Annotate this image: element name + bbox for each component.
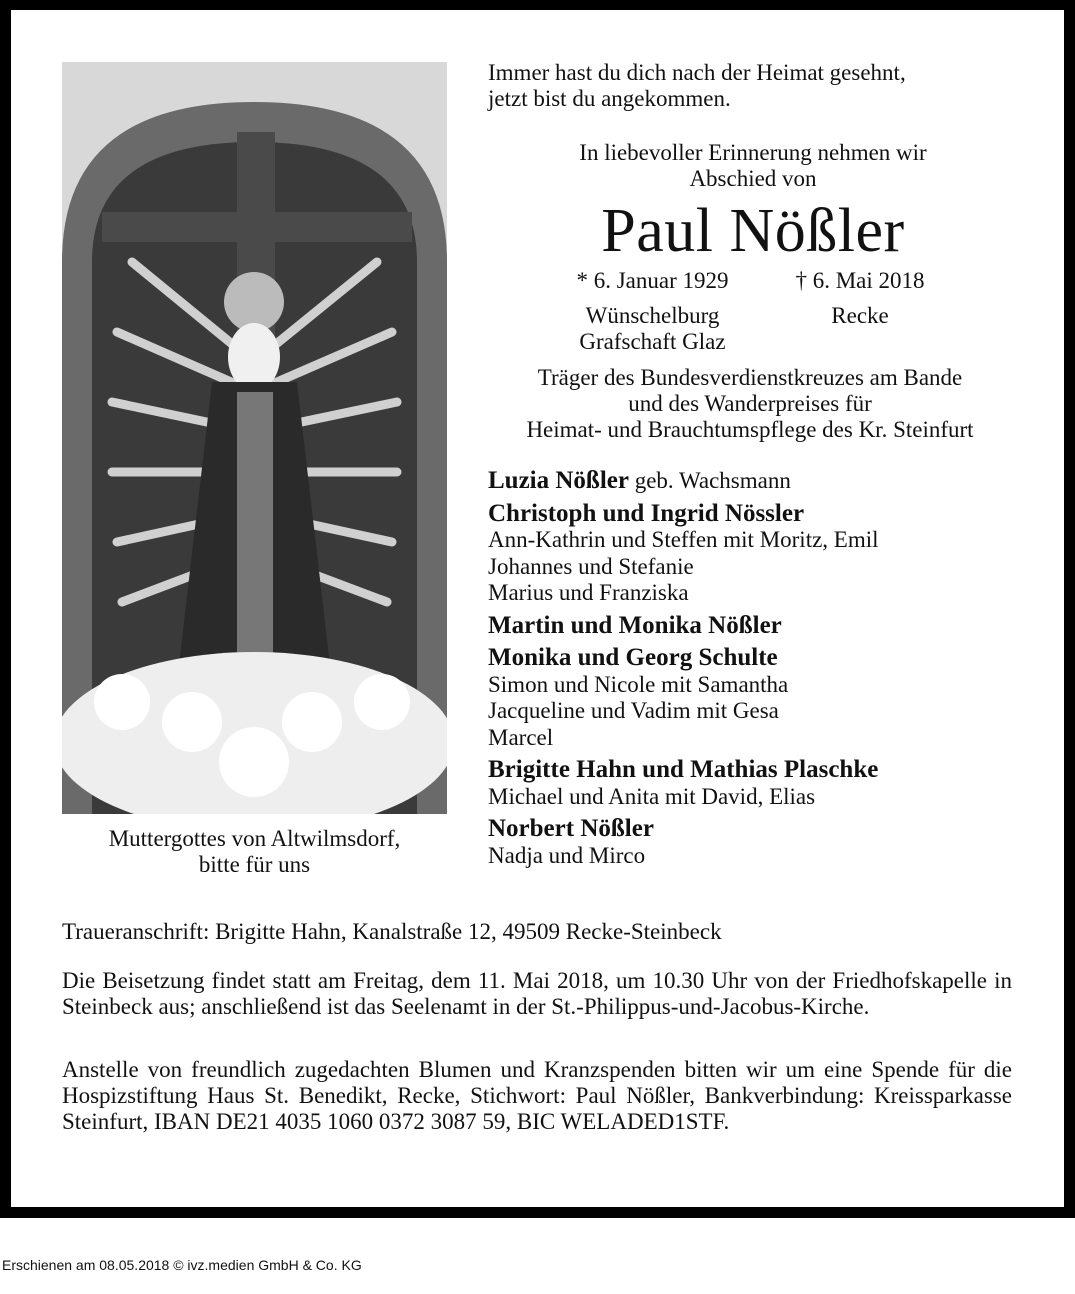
death-place: Recke <box>831 303 889 328</box>
caption-line: bitte für uns <box>198 852 311 877</box>
family-member: Jacqueline und Vadim mit Gesa <box>488 698 779 723</box>
family-suffix: geb. Wachsmann <box>628 468 791 493</box>
family-member: Marius und Franziska <box>488 580 689 605</box>
funeral-notice: Die Beisetzung findet statt am Freitag, dem 11. Mai 2018, um 10.30 Uhr von der Friedhofskapelle in Steinbeck aus; anschließend ist das Seelenamt in der St.-Philippus-und-Jacobus-Kirche. <box>62 968 1012 1019</box>
honors-line: und des Wanderpreises für <box>628 391 872 416</box>
family-member: Marcel <box>488 724 554 750</box>
family-name: Monika und Georg Schulte <box>488 644 778 671</box>
birth-info <box>540 268 765 355</box>
death-date: † 6. Mai 2018 <box>795 268 925 293</box>
family-group <box>488 501 1018 607</box>
birth-region: Grafschaft Glaz <box>579 329 726 354</box>
death-info <box>770 268 950 329</box>
motto-line: Immer hast du dich nach der Heimat gesehnt, <box>488 60 906 85</box>
publication-footer: Erschienen am 08.05.2018 © ivz.medien GmbH & Co. KG <box>2 1257 362 1273</box>
family-member: Johannes und Stefanie <box>488 553 694 579</box>
family-group <box>488 757 1018 810</box>
motto-line: jetzt bist du angekommen. <box>488 86 731 111</box>
madonna-photo <box>62 62 447 814</box>
honors <box>470 365 1030 443</box>
family-name: Luzia Nößler <box>488 467 629 494</box>
intro-line: Abschied von <box>689 166 817 191</box>
family-name: Brigitte Hahn und Mathias Plaschke <box>488 756 879 783</box>
motto <box>488 60 1018 112</box>
birth-place: Wünschelburg <box>585 303 720 328</box>
birth-date: * 6. Januar 1929 <box>576 268 729 293</box>
caption-line: Muttergottes von Altwilmsdorf, <box>108 826 401 851</box>
family-group <box>488 645 1018 751</box>
family-group <box>488 468 1018 495</box>
photo-caption <box>62 826 447 878</box>
family-member: Ann-Kathrin und Steffen mit Moritz, Emil <box>488 527 879 552</box>
family-list <box>488 468 1018 869</box>
family-name: Norbert Nößler <box>488 815 654 842</box>
intro <box>488 140 1018 192</box>
intro-line: In liebevoller Erinnerung nehmen wir <box>579 140 927 165</box>
family-member: Simon und Nicole mit Samantha <box>488 671 789 697</box>
family-name: Martin und Monika Nößler <box>488 611 782 639</box>
deceased-name: Paul Nößler <box>601 197 905 265</box>
family-group <box>488 816 1018 869</box>
family-member: Michael und Anita mit David, Elias <box>488 783 816 809</box>
honors-line: Träger des Bundesverdienstkreuzes am Bande <box>537 365 963 390</box>
honors-line: Heimat- und Brauchtumspflege des Kr. Steinfurt <box>526 417 974 442</box>
donation-notice: Anstelle von freundlich zugedachten Blumen und Kranzspenden bitten wir um eine Spende für die Hospizstiftung Haus St. Benedikt, Recke, Stichwort: Paul Nößler, Bankverbindung: Kreissparkasse Steinfurt, IBAN DE21 4035 1060 0372 3087 59, BIC WELADED1STF. <box>62 1057 1012 1134</box>
family-name: Christoph und Ingrid Nössler <box>488 499 805 527</box>
family-member: Nadja und Mirco <box>488 842 646 868</box>
mourning-address: Traueranschrift: Brigitte Hahn, Kanalstraße 12, 49509 Recke-Steinbeck <box>62 919 722 944</box>
